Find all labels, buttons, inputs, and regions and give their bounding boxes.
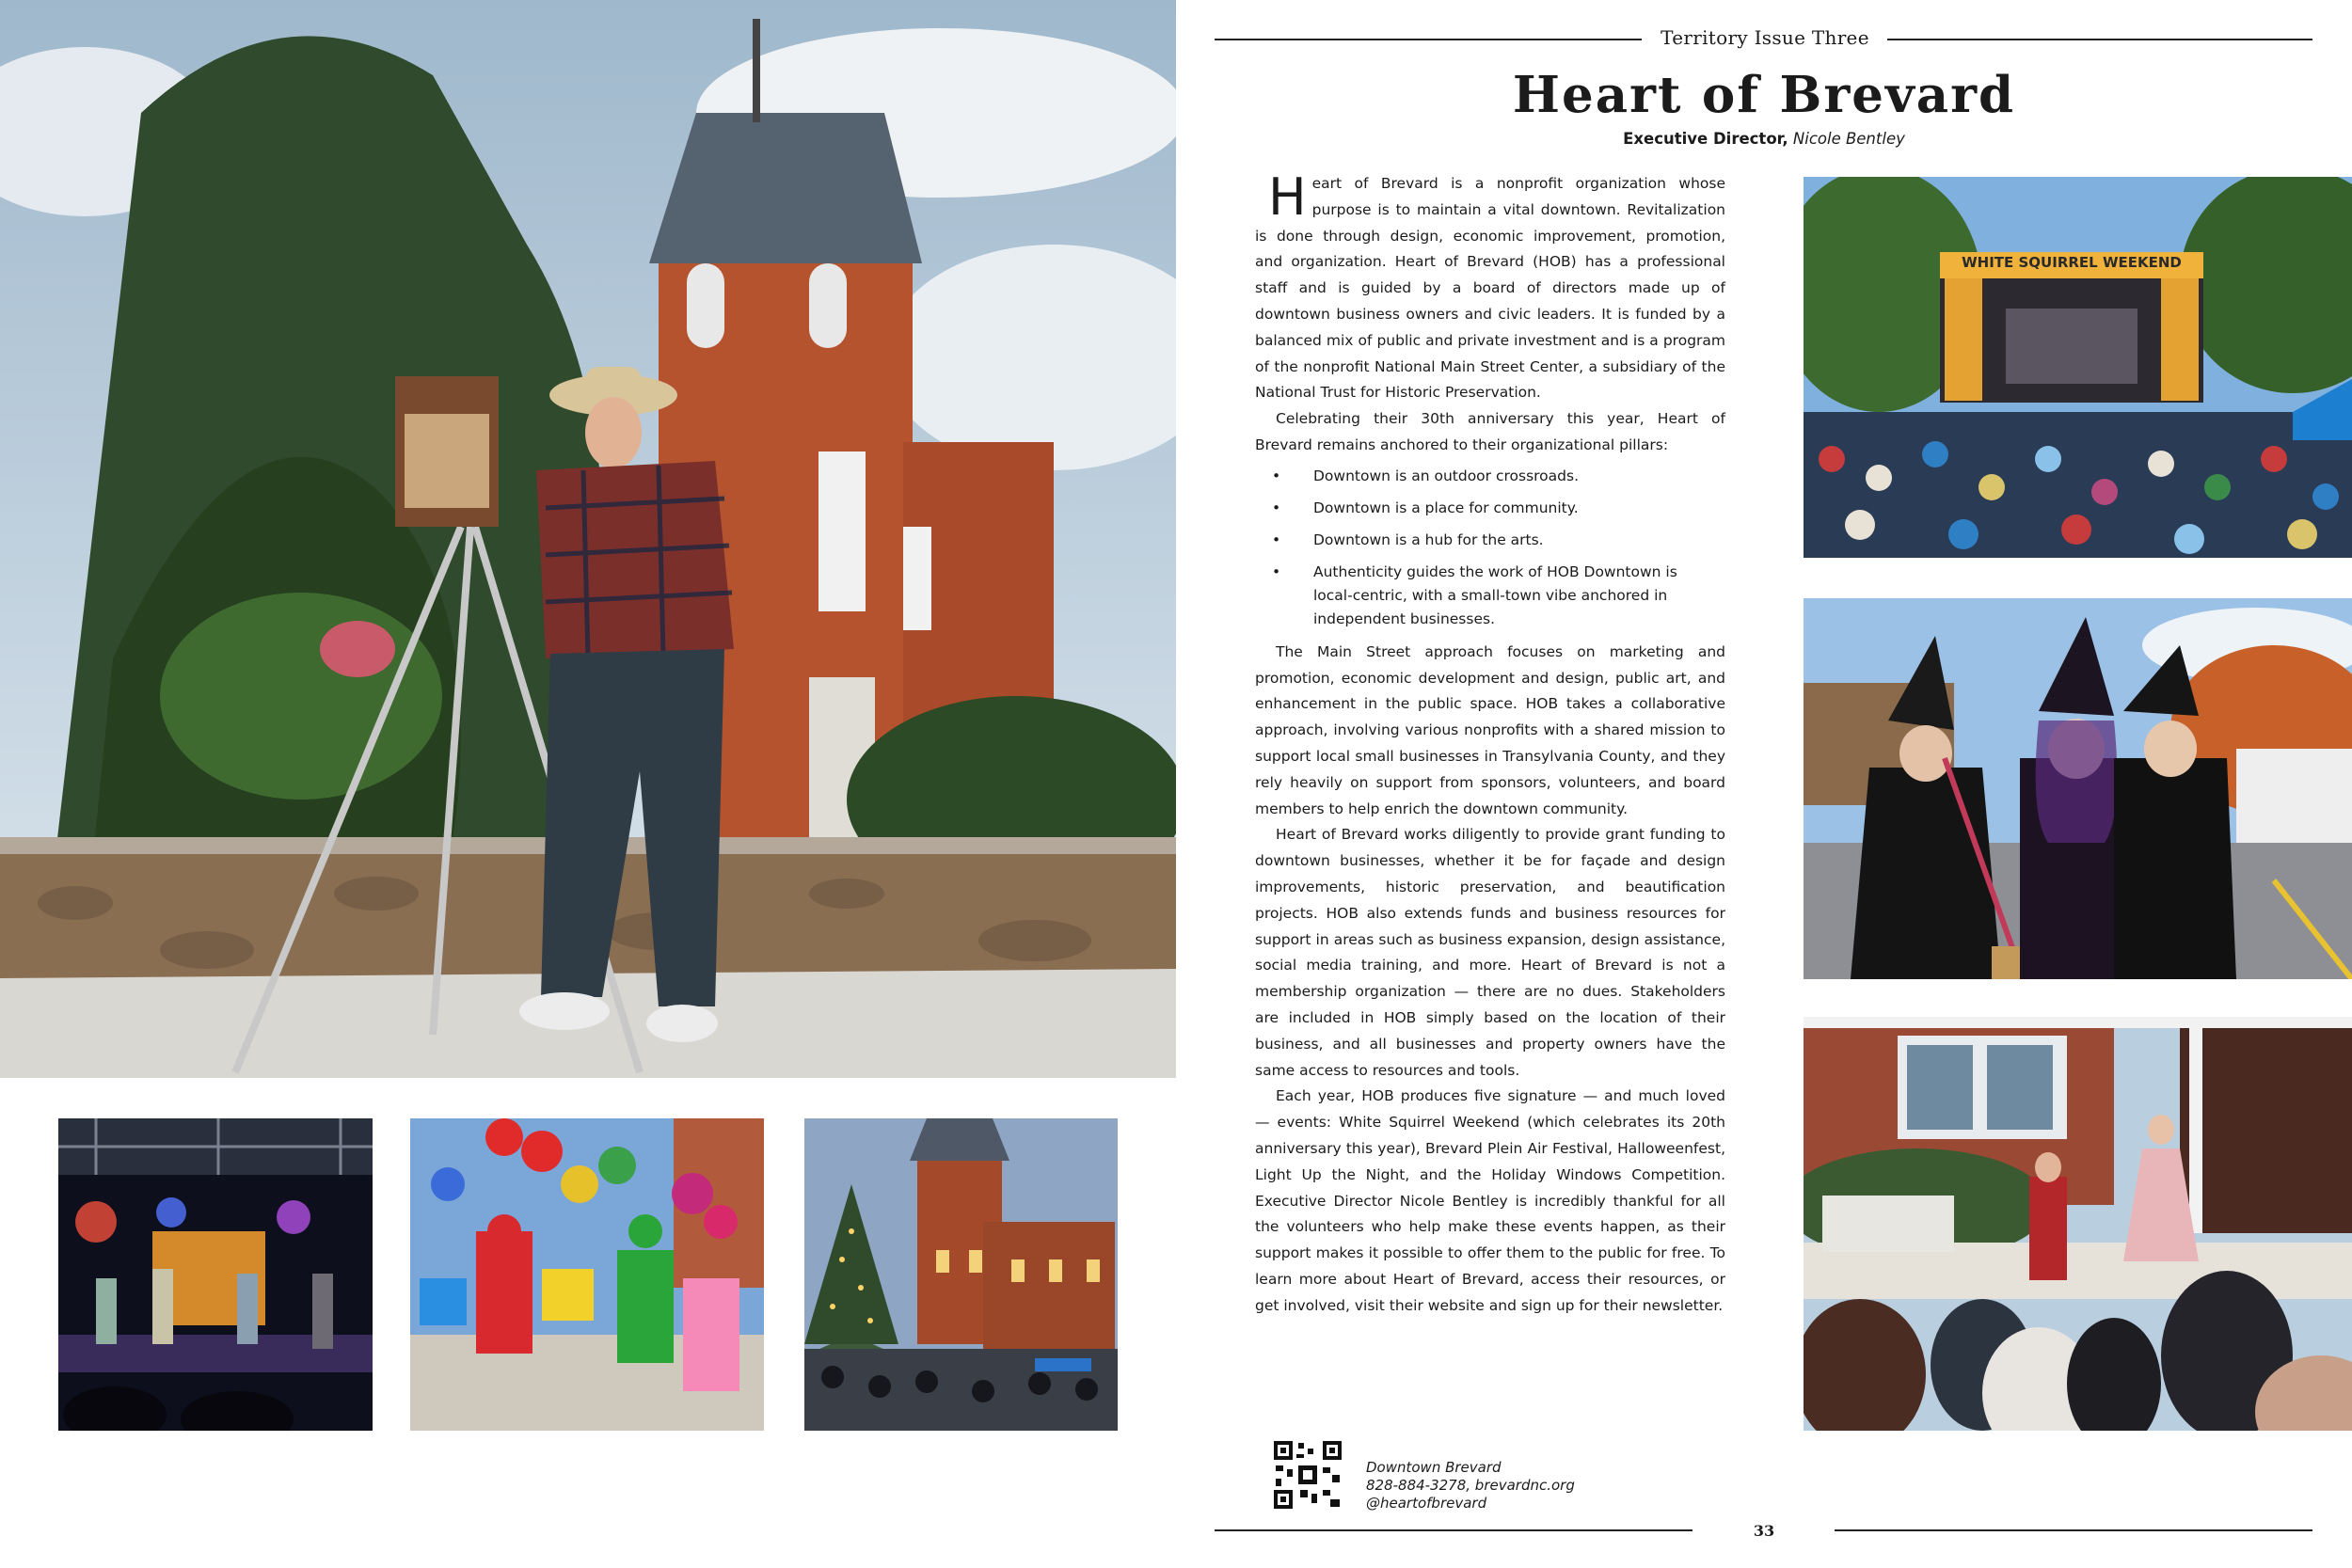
footer-rule-right	[1835, 1529, 2312, 1531]
footer-rule-left	[1215, 1529, 1692, 1531]
header-rule-right	[1887, 39, 2312, 40]
photo-halloween-costumes	[410, 1118, 764, 1431]
article-lead-paragraph	[1255, 167, 1725, 406]
qr-code-icon[interactable]	[1274, 1441, 1342, 1509]
contact-social: @heartofbrevard	[1366, 1495, 1487, 1512]
stage-banner-text: WHITE SQUIRREL WEEKEND	[1962, 254, 2182, 271]
contact-phone-web: 828-884-3278, brevardnc.org	[1366, 1477, 1575, 1494]
pillars-list	[1255, 465, 1725, 631]
issue-label: Territory Issue Three	[1661, 26, 1869, 49]
photo-witches-halloweenfest	[1804, 598, 2352, 979]
photo-plein-air-painter	[0, 0, 1176, 1078]
byline-name: Nicole Bentley	[1792, 130, 1905, 148]
byline-role: Executive Director,	[1623, 130, 1788, 148]
pillar-item: • Downtown is a hub for the arts.	[1255, 529, 1725, 552]
article-paragraph-events: Each year, HOB produces five signature — and much loved — events: White Squirrel Weekend (which celebrates its 20th anniversary this year), Brevard Plein Air Festival, Halloweenfest, Light Up the Night, and the Holiday Windows Competition. Executive Director Nicole Bentley is incredibly thankful for all the volunteers who help make these events happen, as their support makes it possible to offer them to the public for free. To learn more about Heart of Brevard, access their resources, or get involved, visit their website and sign up for their newsletter.	[1255, 1087, 1725, 1314]
photo-performers-gazebo	[1804, 1017, 2352, 1431]
page-title: Heart of Brevard	[1512, 66, 2016, 124]
contact-name: Downtown Brevard	[1366, 1459, 1502, 1476]
lead-text: eart of Brevard is a nonprofit organization whose purpose is to maintain a vital downtown. Revitalization is done through design, economic improvement, promotion, and organization. Heart of Brevard (HOB) has a professional staff and is guided by a board of directors made up of downtown business owners and civic leaders. It is funded by a balanced mix of public and private investment and is a program of the nonprofit National Main Street Center, a subsidiary of the National Trust for Historic Preservation.	[1255, 175, 1725, 402]
article-paragraph-main-street: The Main Street approach focuses on marketing and promotion, economic development and design, public art, and enhancement in the public space. HOB takes a collaborative approach, involving various nonprofits with a shared mission to support local small businesses in Transylvania County, and they rely heavily on support from sponsors, volunteers, and board members to help enrich the downtown community.	[1255, 642, 1725, 817]
byline	[1468, 130, 2060, 148]
article-paragraph-anniversary: Celebrating their 30th anniversary this year, Heart of Brevard remains anchored to their organizational pillars:	[1255, 410, 1725, 453]
pillar-item: • Authenticity guides the work of HOB Downtown is local-centric, with a small-town vibe anchored in independent businesses.	[1255, 561, 1725, 631]
page-number: 33	[1753, 1522, 1775, 1540]
article-body	[1255, 167, 1725, 1319]
drop-cap: H	[1268, 167, 1307, 227]
pillar-item: • Downtown is a place for community.	[1255, 497, 1725, 520]
photo-band-on-stage	[58, 1118, 373, 1431]
header-rule-left	[1215, 39, 1642, 40]
article-paragraph-grants: Heart of Brevard works diligently to provide grant funding to downtown businesses, whether it be for façade and design improvements, historic preservation, and beautification projects. HOB also extends funds and business resources for support in areas such as business expansion, design assistance, social media training, and more. Heart of Brevard is not a membership organization — there are no dues. Stakeholders are included in HOB simply based on the location of their business, and all businesses and property owners have the same access to resources and tools.	[1255, 826, 1725, 1079]
contact-info	[1366, 1459, 1575, 1513]
photo-courthouse-christmas	[804, 1118, 1118, 1431]
pillar-item: • Downtown is an outdoor crossroads.	[1255, 465, 1725, 488]
photo-white-squirrel-weekend-stage	[1804, 177, 2352, 558]
